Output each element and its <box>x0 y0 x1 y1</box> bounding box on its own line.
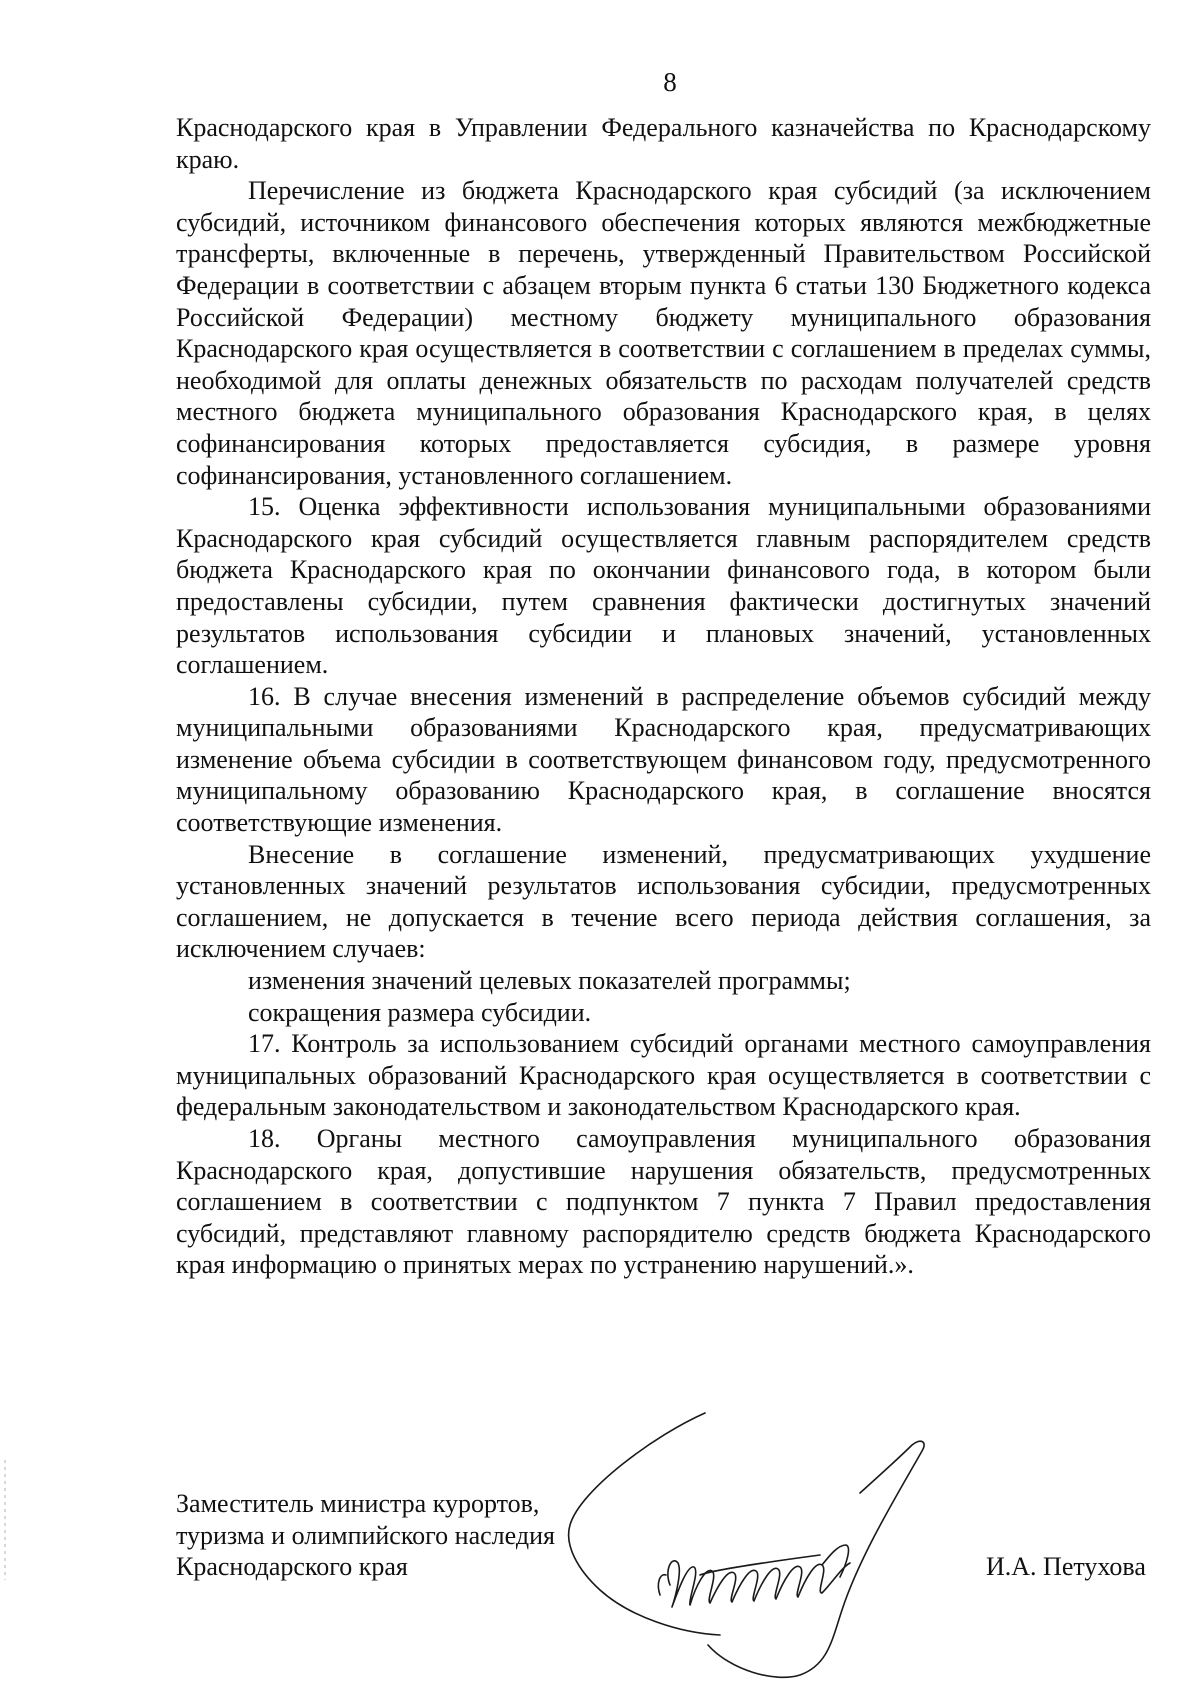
paragraph-item-16: 16. В случае внесения изменений в распределение объемов субсидий между муниципальными образованиями Краснодарского края, предусматривающих изменение объема субсидии в соответствующем финансовом году, предусмотренного муниципальному образованию Краснодарского края, в соглашение вносятся соответствующие изменения. <box>176 681 1151 838</box>
paragraph-item-17: 17. Контроль за использованием субсидий органами местного самоуправления муниципальных образований Краснодарского края осуществляется в соответствии с федеральным законодательством и законодательством Краснодарского края. <box>176 1029 1151 1122</box>
document-body <box>176 112 1151 1281</box>
paragraph-item-15: 15. Оценка эффективности использования муниципальными образованиями Краснодарского края субсидий осуществляется главным распорядителем средств бюджета Краснодарского края по окончании финансового года, в котором были предоставлены субсидии, путем сравнения фактически достигнутых значений результатов использования субсидии и плановых значений, установленных соглашением. <box>176 492 1151 680</box>
paragraph-item-18: 18. Органы местного самоуправления муниципального образования Краснодарского края, допустившие нарушения обязательств, предусмотренных соглашением в соответствии с подпунктом 7 пункта 7 Правил предоставления субсидий, представляют главному распорядителю средств бюджета Краснодарского края информацию о принятых мерах по устранению нарушений.». <box>176 1124 1151 1280</box>
scan-edge-mark <box>4 1460 6 1580</box>
signatory-name: И.А. Петухова <box>986 1552 1146 1581</box>
paragraph-transfer-of-subsidies: Перечисление из бюджета Краснодарского края субсидий (за исключением субсидий, источником финансового обеспечения которых являются межбюджетные трансферты, включенные в перечень, утвержденный Правительством Российской Федерации в соответствии с абзацем вторым пункта 6 статьи 130 Бюджетного кодекса Российской Федерации) местному бюджету муниципального образования Краснодарского края осуществляется в соответствии с соглашением в пределах суммы, необходимой для оплаты денежных обязательств по расходам получателей средств местного бюджета муниципального образования Краснодарского края, в целях софинансирования которых предоставляется субсидия, в размере уровня софинансирования, установленного соглашением. <box>176 176 1151 490</box>
paragraph-amendment-restriction: Внесение в соглашение изменений, предусматривающих ухудшение установленных значений результатов использования субсидии, предусмотренных соглашением, не допускается в течение всего периода действия соглашения, за исключением случаев: <box>176 839 1151 964</box>
signatory-position-line: Заместитель министра курортов, <box>176 1489 540 1518</box>
paragraph-exception-2: сокращения размера субсидии. <box>248 997 592 1027</box>
signatory-position-line: Краснодарского края <box>176 1552 408 1581</box>
signatory-position-line: туризма и олимпийского наследия <box>176 1520 555 1550</box>
handwritten-signature <box>560 1395 1020 1685</box>
paragraph-exception-1: изменения значений целевых показателей программы; <box>248 966 851 996</box>
paragraph-continuation: Краснодарского края в Управлении Федерального казначейства по Краснодарскому краю. <box>176 113 1151 174</box>
page-number: 8 <box>663 67 677 97</box>
